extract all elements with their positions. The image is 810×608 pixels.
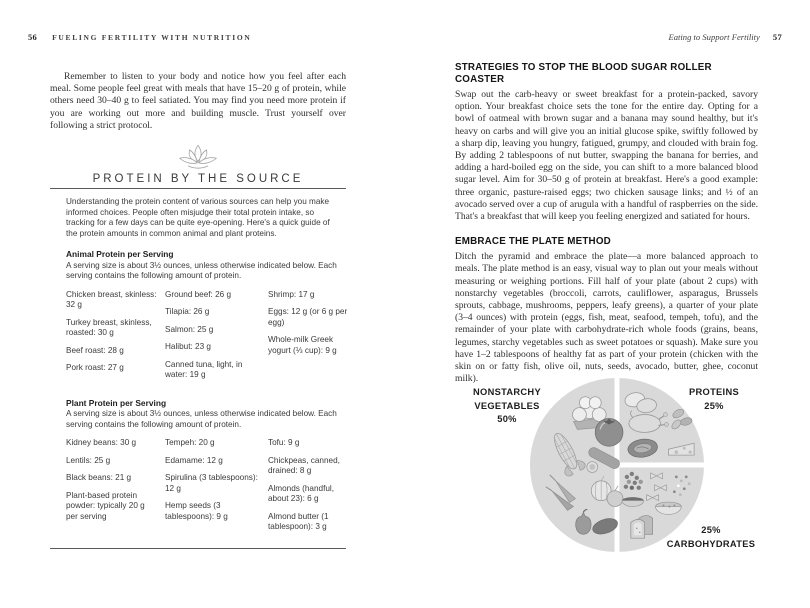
- table-cell: Edamame: 12 g: [165, 455, 223, 465]
- protein-box-title: PROTEIN BY THE SOURCE: [92, 173, 304, 186]
- intro-paragraph: Remember to listen to your body and notice how you feel after each meal. Some people feel great with meals that have 15–20 g of protein, while others need 30–40 g to feel satiated. You may find you need more protein if you are working out more and building muscle. Trust yourself over following a strict protocol.: [50, 71, 346, 131]
- table-column: [66, 290, 158, 388]
- table-cell: Turkey breast, skinless, roasted: 30 g: [66, 317, 152, 338]
- running-head: Eating to Support Fertility: [668, 32, 760, 42]
- plant-serving-note: A serving size is about 3½ ounces, unless otherwise indicated below. Each serving contains the following amount of protein.: [66, 409, 337, 429]
- page-number: 56: [28, 32, 38, 42]
- table-cell: Halibut: 23 g: [165, 342, 211, 352]
- tomato-icon: [595, 419, 623, 447]
- right-page-header: [668, 27, 782, 45]
- plant-protein-heading: Plant Protein per Serving: [66, 397, 167, 408]
- animal-protein-heading: Animal Protein per Serving: [66, 249, 174, 260]
- table-cell: Tempeh: 20 g: [165, 438, 215, 448]
- table-cell: Whole-milk Greek yogurt (⅓ cup): 9 g: [268, 335, 337, 355]
- table-cell: Lentils: 25 g: [66, 455, 111, 465]
- segment-percent: 25%: [704, 400, 724, 411]
- table-column: [165, 290, 261, 388]
- protein-box-body: [50, 189, 346, 540]
- section-heading-plate-method: EMBRACE THE PLATE METHOD: [455, 236, 611, 248]
- table-cell: Chickpeas, canned, drained: 8 g: [268, 455, 340, 476]
- table-cell: Almonds (handful, about 23): 6 g: [268, 483, 334, 504]
- animal-protein-table: [66, 289, 348, 388]
- table-cell: Chicken breast, skinless: 32 g: [66, 289, 157, 310]
- table-cell: Salmon: 25 g: [165, 324, 214, 334]
- label-carbohydrates: [652, 524, 770, 551]
- running-head: FUELING FERTILITY WITH NUTRITION: [52, 33, 252, 42]
- right-page: [455, 62, 758, 385]
- table-cell: Kidney beans: 30 g: [66, 438, 137, 448]
- section-heading-blood-sugar: STRATEGIES TO STOP THE BLOOD SUGAR ROLLER COASTER: [455, 62, 712, 85]
- segment-label-line: VEGETABLES: [474, 400, 540, 411]
- plant-protein-table: [66, 438, 338, 540]
- box-bottom-rule: [50, 548, 346, 549]
- table-cell: Beef roast: 28 g: [66, 345, 124, 355]
- blood-sugar-paragraph: Swap out the carb-heavy or sweet breakfast for a protein-packed, savory option. Your breakfast choice sets the tone for the entire day. Opting for a bowl of oatmeal with brown sugar and a banana may sound healthy, but it's heavy on carbs and will give you an initial glucose spike, swiftly followed by a sharp dip, leaving you hungry, fatigued, grumpy, and clouded with brain fog. By adding 2 tablespoons of nut butter, swapping the banana for berries, and adding a hard-boiled egg on the side, you can shift to a more balanced blood sugar level. Aim for 30–50 g of protein at breakfast. Here's a good example: three organic, pasture-raised eggs; two chicken sausage links; and ½ of an avocado served over a cup of arugula with a handful of raspberries on the side. That's a breakfast that will keep you feeling energized and satiated for hours.: [455, 89, 758, 223]
- left-page: [50, 71, 346, 549]
- table-cell: Spirulina (3 tablespoons): 12 g: [165, 473, 258, 493]
- table-column: [268, 438, 352, 540]
- plate-method-paragraph: Ditch the pyramid and embrace the plate—a more balanced approach to meals. The plate method is an easy, visual way to plan out your meals without measuring or weighing portions. Fill half of your plate (about 2 cups) with nonstarchy vegetables (broccoli, carrots, cauliflower, asparagus, Brussels sprouts, cabbage, mushrooms, peppers, leafy greens), a quarter of your plate (3–4 ounces) with protein (eggs, fish, meat, seafood, tempeh, tofu), and the remainder of your plate with carbohydrate-rich whole foods (grains, beans, legumes, starchy vegetables such as sweet potatoes or squash). Make sure you have 1–2 tablespoons of healthy fat as part of your protein (chicken with the skin on or fatty fish, olive oil, nuts, seeds, avocado, butter, ghee, coconut milk).: [455, 251, 758, 385]
- table-cell: Black beans: 21 g: [66, 473, 132, 483]
- table-cell: Almond butter (1 tablespoon): 3 g: [268, 511, 329, 532]
- table-cell: Pork roast: 27 g: [66, 363, 124, 373]
- segment-label-line: NONSTARCHY: [473, 387, 541, 397]
- table-cell: Plant-based protein powder: typically 20 g per serving: [66, 490, 145, 521]
- animal-serving-note: A serving size is about 3½ ounces, unless otherwise indicated below. Each serving contains the following amount of protein.: [66, 260, 337, 281]
- grain-bowl-icon: [622, 497, 644, 506]
- table-column: [165, 438, 261, 540]
- segment-percent: 50%: [497, 414, 517, 424]
- segment-label-line: PROTEINS: [689, 387, 739, 397]
- table-cell: Tofu: 9 g: [268, 438, 300, 448]
- table-cell: Eggs: 12 g (or 6 g per egg): [268, 307, 348, 327]
- segment-percent: 25%: [701, 525, 721, 535]
- segment-label-line: CARBOHYDRATES: [666, 538, 756, 549]
- table-column: [268, 290, 352, 388]
- table-cell: Ground beef: 26 g: [165, 289, 232, 299]
- left-page-header: [28, 27, 252, 45]
- label-nonstarchy-vegetables: [448, 386, 566, 427]
- table-column: [66, 438, 158, 540]
- protein-box-intro: Understanding the protein content of various sources can help you make informed choices. People often misjudge their total protein intake, so tracking for a few days can be quite eye-opening. Here's a quick guide of the protein amounts in common animal and plant proteins.: [66, 197, 330, 238]
- table-cell: Hemp seeds (3 tablespoons): 9 g: [165, 501, 228, 521]
- label-proteins: [676, 386, 752, 413]
- lotus-icon: [50, 143, 346, 172]
- table-cell: Shrimp: 17 g: [268, 289, 315, 299]
- protein-box: [50, 143, 346, 549]
- table-cell: Canned tuna, light, in water: 19 g: [165, 359, 243, 380]
- table-cell: Tilapia: 26 g: [165, 307, 210, 317]
- page-number: 57: [772, 32, 782, 42]
- plate-diagram: [440, 374, 792, 574]
